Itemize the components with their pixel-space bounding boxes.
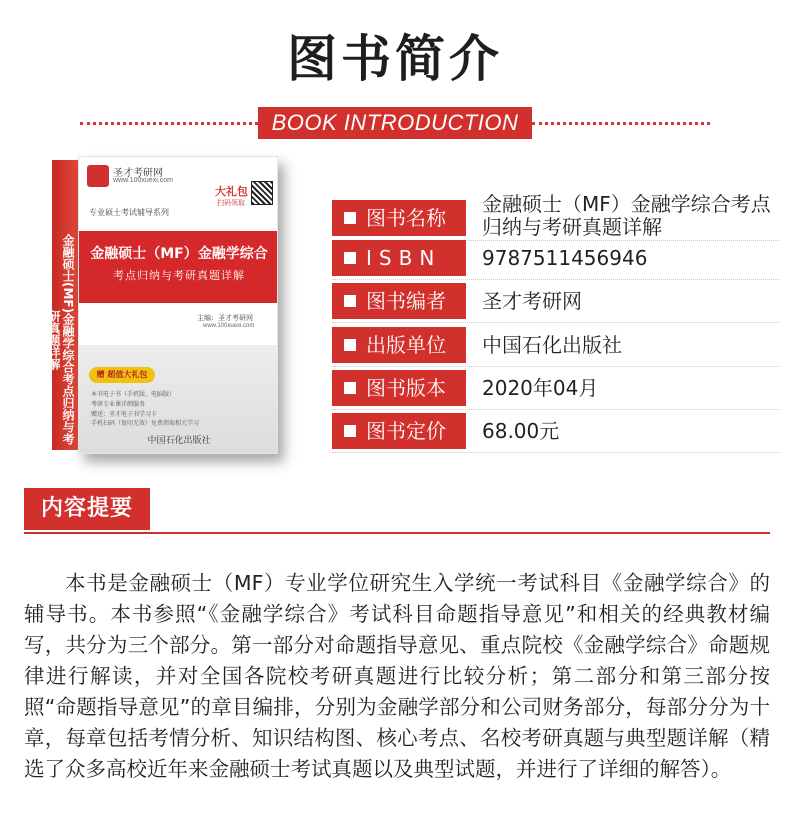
cover-publisher: 中国石化出版社 — [147, 436, 211, 446]
row-divider — [332, 279, 780, 280]
cover-brand-url: www.100xuexi.com — [113, 177, 173, 184]
section-rule — [24, 532, 770, 534]
cover-title-line2: 考点归纳与考研真题详解 — [113, 269, 245, 282]
info-value: 68.00元 — [482, 419, 560, 443]
page-title: 图书简介 — [287, 30, 503, 88]
subtitle-row — [0, 107, 790, 139]
info-value: 9787511456946 — [482, 246, 648, 270]
square-bullet-icon — [344, 212, 356, 224]
info-label: 图书定价 — [332, 413, 466, 449]
cover-perk: 考研专业课详细服务 — [91, 401, 146, 408]
cover-perk: 本书电子书（手机版、电脑版） — [91, 391, 176, 398]
square-bullet-icon — [344, 425, 356, 437]
publisher-logo-icon — [87, 165, 109, 187]
info-row-editor — [332, 283, 780, 319]
cover-gift-tag: 赠 超值大礼包 — [89, 367, 155, 383]
info-row-publisher — [332, 327, 780, 363]
square-bullet-icon — [344, 252, 356, 264]
info-row-isbn — [332, 240, 780, 276]
cover-title-line1: 金融硕士（MF）金融学综合 — [90, 246, 268, 262]
square-bullet-icon — [344, 295, 356, 307]
dotted-divider-right — [532, 122, 710, 125]
spine-title: 金融硕士(MF)金融学综合考点归纳与考研真题详解 — [47, 234, 75, 446]
subtitle-badge: BOOK INTRODUCTION — [258, 107, 532, 139]
dotted-divider-left — [80, 122, 258, 125]
info-label: 图书编者 — [332, 283, 466, 319]
info-value: 金融硕士（MF）金融学综合考点归纳与考研真题详解 — [482, 192, 771, 239]
info-label: 图书版本 — [332, 370, 466, 406]
section-title: 内容提要 — [24, 488, 150, 530]
row-divider — [332, 452, 780, 453]
qr-code-icon — [251, 181, 273, 205]
info-value: 中国石化出版社 — [482, 333, 622, 357]
square-bullet-icon — [344, 339, 356, 351]
cover-series: 专业硕士考试辅导系列 — [89, 208, 169, 217]
cover-gift-sub: 扫码领取 — [217, 199, 245, 207]
cover-perk: 手机扫码（复印无效）免费领取相关学习 — [91, 420, 200, 427]
info-row-price — [332, 413, 780, 449]
book-cover — [47, 156, 278, 454]
row-divider — [332, 409, 780, 410]
cover-gift-title: 大礼包 — [215, 185, 248, 198]
info-row-edition — [332, 370, 780, 406]
cover-editor: 主编：圣才考研网 — [197, 314, 253, 322]
cover-brand: 圣才考研网 — [113, 168, 163, 179]
info-label: ISBN — [332, 240, 466, 276]
book-front — [78, 156, 278, 454]
info-label: 图书名称 — [332, 200, 466, 236]
description-text: 本书是金融硕士（MF）专业学位研究生入学统一考试科目《金融学综合》的辅导书。本书参照“《金融学综合》考试科目命题指导意见”和相关的经典教材编写，共分为三个部分。第一部分对命题指导意见、重点院校《金融学综合》命题规律进行解读，并对全国各院校考研真题进行比较分析；第二部分和第三部分按照“命题指导意见”的章目编排，分别为金融学部分和公司财务部分，每部分分为十章，每章包括考情分析、知识结构图、核心考点、名校考研真题与典型题详解（精选了众多高校近年来金融硕士考试真题以及典型试题，并进行了详细的解答）。 — [24, 571, 770, 781]
info-value: 圣才考研网 — [482, 289, 582, 313]
info-label: 出版单位 — [332, 327, 466, 363]
row-divider — [332, 366, 780, 367]
cover-perk: 赠送：圣才电子书学习卡 — [91, 411, 158, 418]
info-value: 2020年04月 — [482, 376, 599, 400]
square-bullet-icon — [344, 382, 356, 394]
cover-editor-url: www.100xuexi.com — [203, 323, 255, 329]
book-spine — [47, 160, 78, 450]
info-row-title — [332, 192, 780, 239]
row-divider — [332, 322, 780, 323]
